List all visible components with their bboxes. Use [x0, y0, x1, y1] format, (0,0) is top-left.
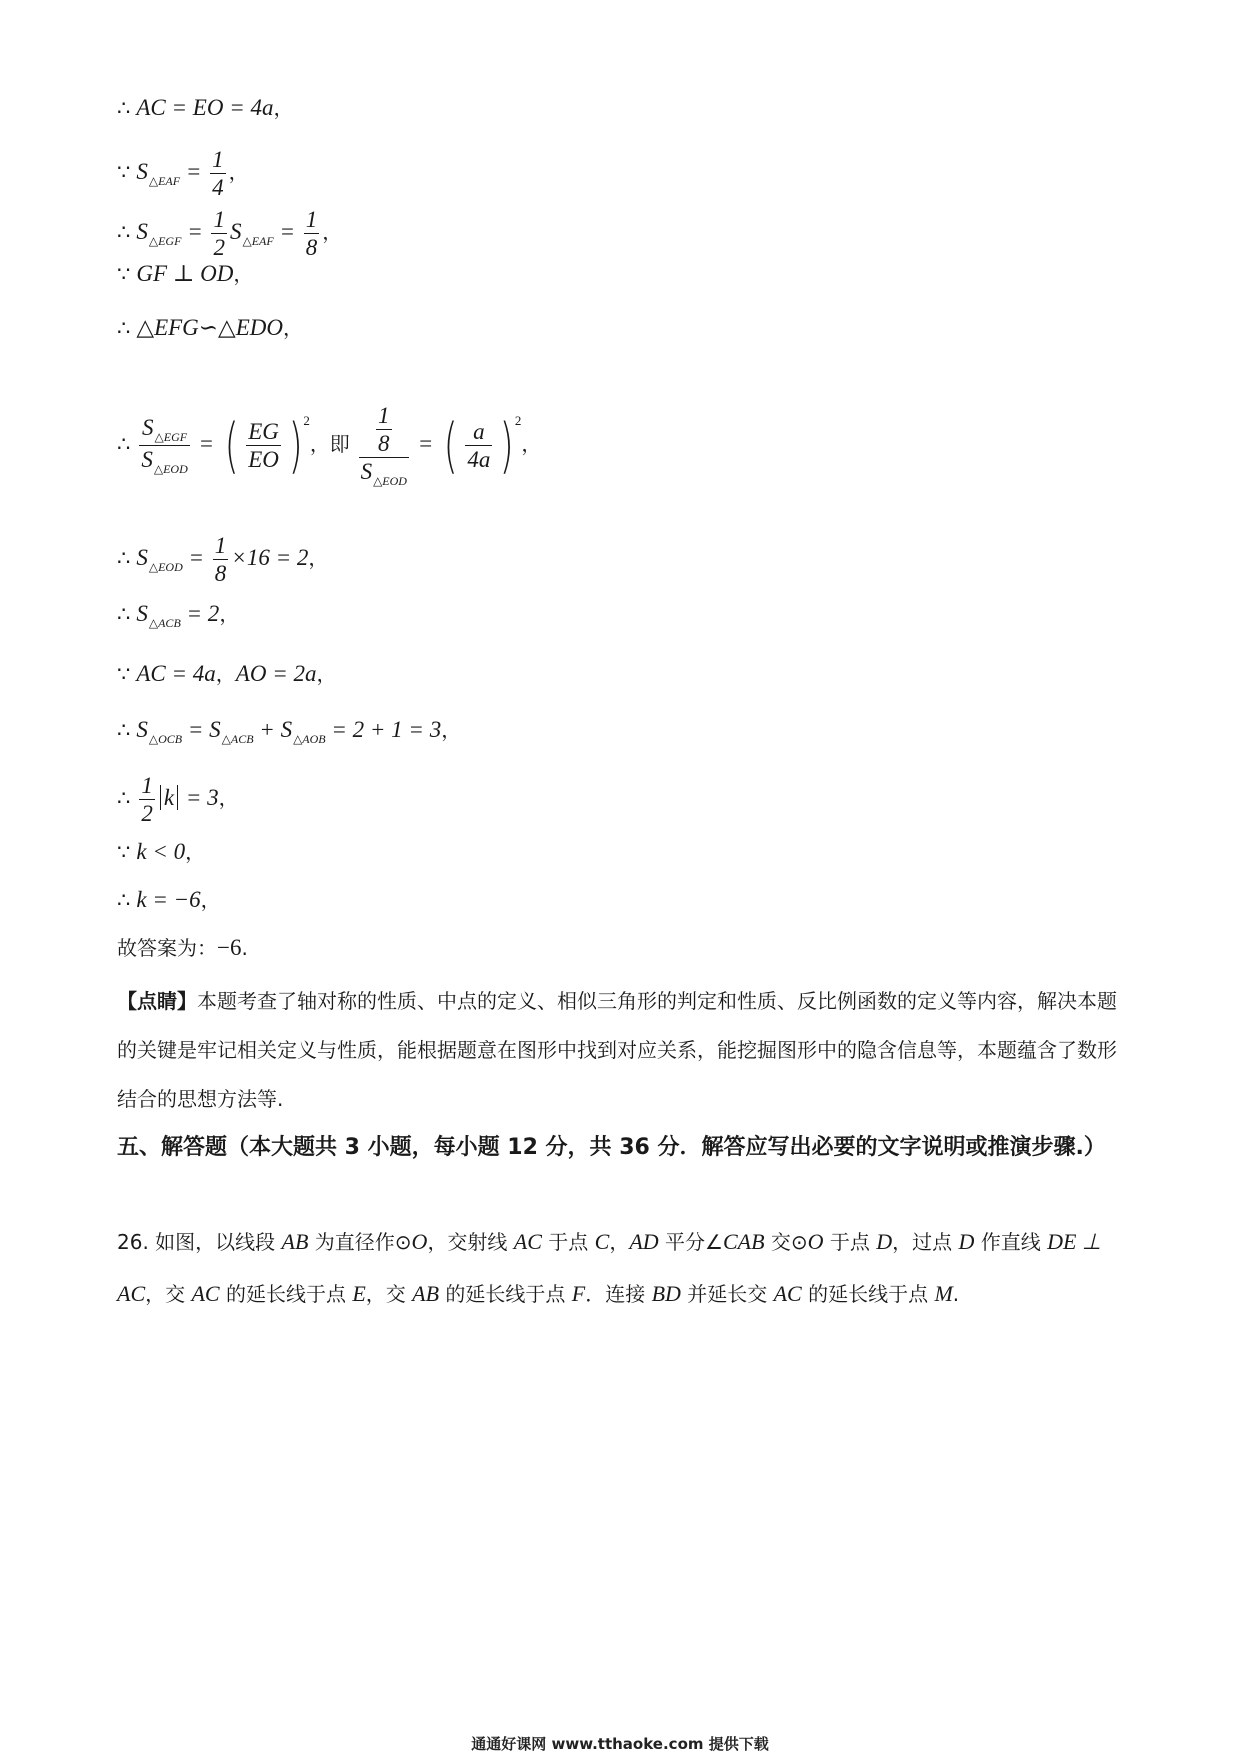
- fraction: $\frac{\frac{1}{8}}{S_{\triangle EOD}}$: [360, 403, 407, 488]
- commentary-paragraph: 【点睛】本题考查了轴对称的性质、中点的定义、相似三角形的判定和性质、反比例函数的定义等内容，解决本题的关键是牢记相关定义与性质，能根据题意在图形中找到对应关系，能挖掘图形中的隐含信息等，本题蕴含了数形结合的思想方法等.: [117, 989, 1117, 1111]
- step-12: ∵ k < 0，: [117, 839, 206, 864]
- step-2: ∵ $S_{\triangle EAF}$ = $\frac{1}{4}$ ，: [117, 147, 249, 200]
- step-10: ∴ $S_{\triangle OCB} = S_{\triangle ACB} + S_{\triangle AOB} = 2 + 1 = 3$，: [117, 717, 462, 746]
- step-7: ∴ $S_{\triangle EOD}$ = $\frac{1}{8}$ ×16 = 2，: [117, 533, 329, 586]
- question-26: 26. 如图，以线段 AB 为直径作⊙O，交射线 AC 于点 C，AD 平分∠CAB 交⊙O 于点 D，过点 D 作直线 DE ⊥ AC，交 AC 的延长线于点 E，交 AB 的延长线于点 F．连接 BD 并延长交 AC 的延长线于点 M.: [117, 1229, 1102, 1306]
- step-3: ∴ $S_{\triangle EGF}$ = $\frac{1}{2}$ $S_{\triangle EAF}$ = $\frac{1}{8}$ ，: [117, 207, 343, 260]
- fraction: $\frac{1}{4}$: [212, 147, 224, 200]
- page-footer: 通通好课网 www.tthaoke.com 提供下载: [471, 1735, 769, 1753]
- step-4: ∵ GF ⊥ OD，: [117, 261, 254, 286]
- step-6: ∴ $\frac{S_{\triangle EGF}}{S_{\triangle EOD}}$ = ( $\frac{EG}{EO}$ ) $^2$，即 $\frac{\frac{1}{8}}{S_{\triangle EOD}}$ = ( $\frac{a}{4a}$ ) $^2$，: [117, 403, 542, 488]
- fraction: $\frac{1}{8}$: [305, 207, 318, 260]
- step-11: ∴ $\frac{1}{2}$ k = 3，: [117, 773, 239, 826]
- step-1: ∴ AC = EO = 4a，: [117, 95, 294, 120]
- parenthesized-fraction: ( $\frac{a}{4a}$ ): [443, 410, 515, 481]
- step-9: ∵ AC = 4a，AO = 2a，: [117, 661, 337, 686]
- step-8: ∴ $S_{\triangle ACB} = 2$，: [117, 601, 240, 630]
- fraction: $\frac{EG}{EO}$: [248, 419, 279, 472]
- answer-line: 故答案为：−6.: [117, 935, 248, 960]
- fraction: $\frac{1}{2}$: [141, 773, 153, 826]
- step-13: ∴ k = −6，: [117, 887, 221, 912]
- fraction: $\frac{a}{4a}$: [467, 419, 491, 472]
- fraction: $\frac{1}{8}$: [214, 533, 227, 586]
- parenthesized-fraction: ( $\frac{EG}{EO}$ ): [224, 410, 303, 481]
- absolute-value: k: [160, 785, 178, 810]
- fraction: $\frac{1}{2}$: [213, 207, 225, 260]
- section-heading: 五、解答题（本大题共 3 小题，每小题 12 分，共 36 分．解答应写出必要的文字说明或推演步骤.）: [117, 1135, 1106, 1160]
- fraction: $\frac{1}{8}$: [378, 403, 390, 456]
- step-5: ∴ △EFG∽△EDO，: [117, 315, 303, 340]
- fraction: $\frac{S_{\triangle EGF}}{S_{\triangle EOD}}$: [141, 415, 188, 476]
